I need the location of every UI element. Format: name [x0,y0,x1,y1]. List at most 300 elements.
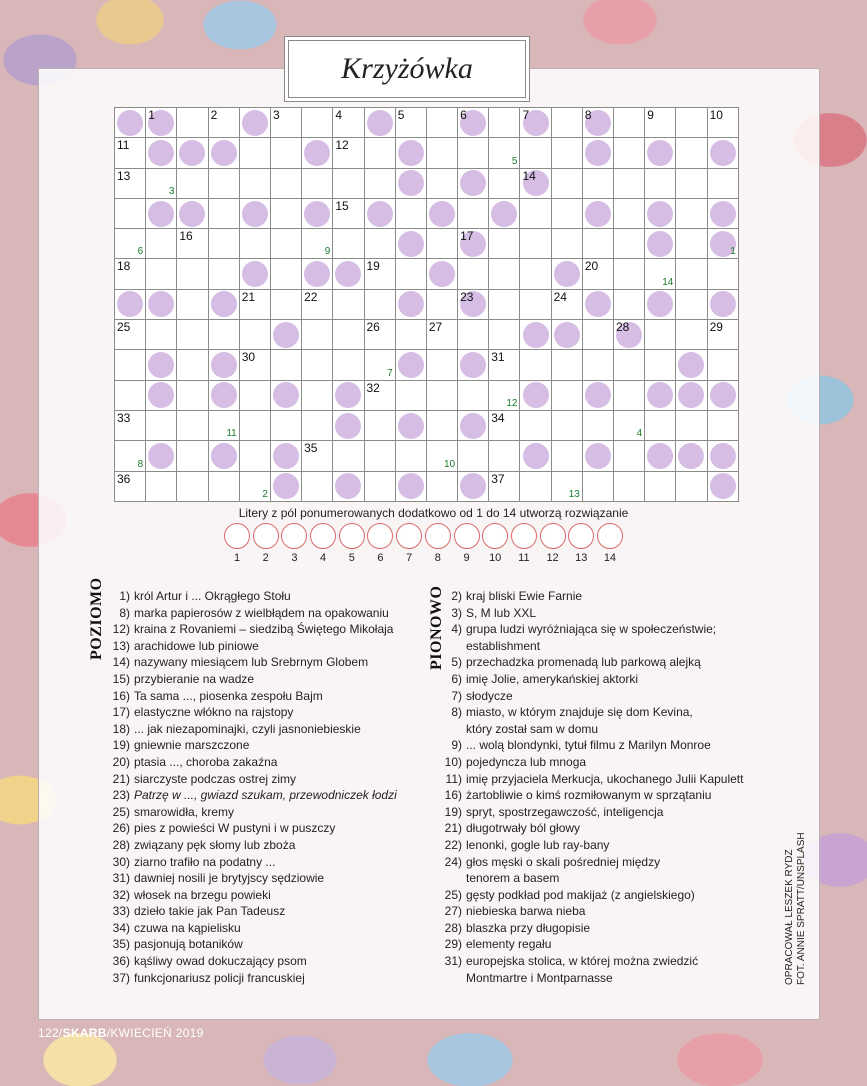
grid-cell[interactable] [115,169,146,199]
grid-cell[interactable] [146,259,177,289]
solution-slot[interactable] [540,523,566,564]
grid-cell[interactable] [115,138,146,168]
grid-cell[interactable] [146,320,177,350]
grid-cell[interactable] [552,381,583,411]
solution-circle[interactable] [253,523,279,549]
grid-cell[interactable] [209,411,240,441]
grid-cell[interactable] [302,320,333,350]
grid-cell[interactable] [177,411,208,441]
grid-cell[interactable] [489,199,520,229]
solution-circle[interactable] [367,523,393,549]
grid-cell[interactable] [489,441,520,471]
grid-cell[interactable] [302,108,333,138]
clue-item-number: 33) [112,904,130,919]
grid-cell[interactable] [209,108,240,138]
grid-cell[interactable] [209,138,240,168]
grid-cell[interactable] [552,259,583,289]
grid-cell[interactable] [489,169,520,199]
grid-cell[interactable] [614,199,645,229]
grid-cell[interactable] [520,290,551,320]
grid-cell[interactable] [240,199,271,229]
grid-cell[interactable] [583,108,614,138]
grid-cell[interactable] [271,290,302,320]
grid-cell[interactable] [365,381,396,411]
grid-cell[interactable] [146,290,177,320]
grid-cell[interactable] [427,381,458,411]
grid-cell[interactable] [489,472,520,502]
grid-cell[interactable] [271,441,302,471]
grid-cell[interactable] [645,381,676,411]
grid-cell[interactable] [365,472,396,502]
grid-cell[interactable] [676,472,707,502]
grid-cell[interactable] [365,199,396,229]
grid-cell[interactable] [645,138,676,168]
grid-cell[interactable] [177,441,208,471]
grid-cell[interactable] [520,138,551,168]
grid-cell[interactable] [458,199,489,229]
grid-cell[interactable] [427,229,458,259]
grid-cell[interactable] [708,108,739,138]
grid-cell[interactable] [146,108,177,138]
grid-cell[interactable] [614,138,645,168]
solution-slot[interactable] [396,523,422,564]
grid-cell[interactable] [520,472,551,502]
grid-cell[interactable] [489,138,520,168]
grid-cell[interactable] [365,108,396,138]
grid-cell[interactable] [302,199,333,229]
grid-cell[interactable] [115,411,146,441]
grid-cell[interactable] [333,199,364,229]
grid-cell[interactable] [614,290,645,320]
grid-cell[interactable] [333,259,364,289]
grid-cell[interactable] [552,199,583,229]
grid-cell[interactable] [520,259,551,289]
grid-cell[interactable] [614,411,645,441]
grid-cell[interactable] [458,350,489,380]
grid-cell[interactable] [209,472,240,502]
grid-cell[interactable] [396,108,427,138]
grid-cell[interactable] [271,108,302,138]
grid-cell[interactable] [240,381,271,411]
grid-cell[interactable] [333,108,364,138]
grid-cell[interactable] [708,169,739,199]
solution-slot[interactable] [253,523,279,564]
grid-cell[interactable] [614,320,645,350]
grid-cell[interactable] [645,108,676,138]
grid-cell[interactable] [583,441,614,471]
grid-cell[interactable] [240,169,271,199]
grid-cell[interactable] [365,169,396,199]
grid-cell[interactable] [271,138,302,168]
grid-cell[interactable] [645,472,676,502]
blocked-dot [460,413,486,439]
grid-cell[interactable] [583,229,614,259]
grid-cell[interactable] [177,169,208,199]
grid-cell[interactable] [115,229,146,259]
grid-cell[interactable] [365,350,396,380]
grid-cell[interactable] [240,229,271,259]
solution-slot[interactable] [224,523,250,564]
grid-cell[interactable] [552,108,583,138]
grid-cell[interactable] [520,169,551,199]
grid-cell[interactable] [614,169,645,199]
grid-cell[interactable] [115,472,146,502]
grid-cell[interactable] [396,169,427,199]
grid-cell[interactable] [209,441,240,471]
solution-circle[interactable] [339,523,365,549]
grid-cell[interactable] [458,169,489,199]
grid-cell[interactable] [552,411,583,441]
grid-cell[interactable] [302,411,333,441]
grid-cell[interactable] [271,381,302,411]
grid-cell[interactable] [333,472,364,502]
grid-cell[interactable] [302,441,333,471]
solution-slot[interactable] [568,523,594,564]
grid-cell[interactable] [708,290,739,320]
grid-cell[interactable] [676,108,707,138]
clue-item-text: spryt, spostrzegawczość, inteligencja [466,804,664,819]
grid-cell[interactable] [365,138,396,168]
grid-cell[interactable] [146,350,177,380]
grid-cell[interactable] [583,472,614,502]
grid-cell[interactable] [427,441,458,471]
grid-cell[interactable] [209,259,240,289]
grid-cell[interactable] [177,320,208,350]
grid-cell[interactable] [177,138,208,168]
solution-slot[interactable] [597,523,623,564]
grid-cell[interactable] [676,199,707,229]
grid-cell[interactable] [115,199,146,229]
solution-circle[interactable] [568,523,594,549]
grid-cell[interactable] [489,229,520,259]
grid-cell[interactable] [708,138,739,168]
grid-cell[interactable] [614,441,645,471]
grid-cell[interactable] [676,411,707,441]
grid-cell[interactable] [365,320,396,350]
grid-cell[interactable] [240,441,271,471]
grid-cell[interactable] [583,320,614,350]
grid-cell[interactable] [520,441,551,471]
solution-circle[interactable] [454,523,480,549]
grid-cell[interactable] [645,290,676,320]
clue-item-text: głos męski o skali pośredniej między tenorem a basem [466,854,661,886]
grid-cell[interactable] [209,381,240,411]
blocked-dot [429,261,455,287]
grid-cell[interactable] [708,472,739,502]
grid-cell[interactable] [177,472,208,502]
clue-number: 10 [709,108,723,122]
grid-cell[interactable] [333,169,364,199]
grid-cell[interactable] [209,229,240,259]
grid-cell[interactable] [645,199,676,229]
grid-cell[interactable] [396,381,427,411]
grid-cell[interactable] [240,411,271,441]
grid-cell[interactable] [115,350,146,380]
solution-circle[interactable] [425,523,451,549]
grid-cell[interactable] [115,108,146,138]
grid-cell[interactable] [489,259,520,289]
solution-slot[interactable] [367,523,393,564]
grid-cell[interactable] [614,229,645,259]
grid-cell[interactable] [396,138,427,168]
grid-cell[interactable] [552,290,583,320]
grid-cell[interactable] [645,411,676,441]
grid-cell[interactable] [146,138,177,168]
grid-cell[interactable] [177,259,208,289]
solution-circle[interactable] [511,523,537,549]
grid-cell[interactable] [427,411,458,441]
grid-cell[interactable] [240,259,271,289]
grid-cell[interactable] [271,229,302,259]
grid-cell[interactable] [333,229,364,259]
grid-cell[interactable] [708,199,739,229]
grid-cell[interactable] [489,108,520,138]
grid-cell[interactable] [365,259,396,289]
grid-cell[interactable] [458,472,489,502]
grid-cell[interactable] [645,259,676,289]
grid-cell[interactable] [271,411,302,441]
grid-cell[interactable] [458,108,489,138]
grid-cell[interactable] [520,199,551,229]
grid-cell[interactable] [427,199,458,229]
solution-slot[interactable] [310,523,336,564]
grid-cell[interactable] [146,199,177,229]
grid-cell[interactable] [333,441,364,471]
grid-cell[interactable] [177,350,208,380]
grid-cell[interactable] [458,441,489,471]
grid-cell[interactable] [177,290,208,320]
blocked-dot [211,140,237,166]
grid-cell[interactable] [708,381,739,411]
grid-cell[interactable] [333,411,364,441]
grid-cell[interactable] [302,169,333,199]
grid-cell[interactable] [676,229,707,259]
grid-cell[interactable] [427,108,458,138]
grid-cell[interactable] [708,441,739,471]
grid-cell[interactable] [177,199,208,229]
clue-item-number: 20) [112,754,130,769]
solution-slot[interactable] [339,523,365,564]
grid-cell[interactable] [552,229,583,259]
grid-cell[interactable] [676,350,707,380]
grid-cell[interactable] [177,229,208,259]
grid-cell[interactable] [427,472,458,502]
grid-cell[interactable] [458,259,489,289]
grid-cell[interactable] [552,138,583,168]
solution-slot[interactable] [281,523,307,564]
grid-cell[interactable] [271,259,302,289]
grid-cell[interactable] [333,290,364,320]
grid-cell[interactable] [676,441,707,471]
grid-cell[interactable] [520,411,551,441]
solution-slot[interactable] [425,523,451,564]
grid-cell[interactable] [427,169,458,199]
grid-cell[interactable] [365,411,396,441]
grid-cell[interactable] [489,381,520,411]
grid-cell[interactable] [240,350,271,380]
grid-cell[interactable] [583,169,614,199]
grid-cell[interactable] [396,472,427,502]
grid-cell[interactable] [115,290,146,320]
grid-cell[interactable] [209,169,240,199]
grid-cell[interactable] [583,381,614,411]
grid-cell[interactable] [271,472,302,502]
grid-cell[interactable] [427,290,458,320]
grid-cell[interactable] [209,290,240,320]
grid-cell[interactable] [583,290,614,320]
grid-cell[interactable] [583,350,614,380]
grid-cell[interactable] [333,320,364,350]
grid-cell[interactable] [396,320,427,350]
grid-cell[interactable] [396,229,427,259]
grid-cell[interactable] [271,350,302,380]
grid-cell[interactable] [614,472,645,502]
grid-cell[interactable] [552,320,583,350]
solution-circle[interactable] [224,523,250,549]
solution-circle[interactable] [540,523,566,549]
grid-cell[interactable] [708,259,739,289]
grid-cell[interactable] [427,259,458,289]
grid-cell[interactable] [209,320,240,350]
solution-circle[interactable] [482,523,508,549]
grid-cell[interactable] [708,320,739,350]
grid-cell[interactable] [458,381,489,411]
grid-cell[interactable] [458,290,489,320]
grid-cell[interactable] [302,229,333,259]
grid-cell[interactable] [333,381,364,411]
grid-cell[interactable] [115,381,146,411]
grid-cell[interactable] [146,229,177,259]
grid-cell[interactable] [271,169,302,199]
grid-cell[interactable] [333,138,364,168]
grid-cell[interactable] [708,229,739,259]
grid-cell[interactable] [146,472,177,502]
grid-cell[interactable] [146,411,177,441]
grid-cell[interactable] [583,199,614,229]
grid-cell[interactable] [489,320,520,350]
grid-cell[interactable] [645,169,676,199]
grid-cell[interactable] [271,199,302,229]
grid-cell[interactable] [146,381,177,411]
grid-cell[interactable] [645,350,676,380]
grid-cell[interactable] [209,199,240,229]
grid-cell[interactable] [520,320,551,350]
grid-cell[interactable] [146,441,177,471]
grid-cell[interactable] [458,229,489,259]
grid-cell[interactable] [614,108,645,138]
grid-cell[interactable] [177,108,208,138]
grid-cell[interactable] [115,259,146,289]
solution-slot[interactable] [511,523,537,564]
grid-cell[interactable] [396,411,427,441]
grid-cell[interactable] [645,320,676,350]
grid-cell[interactable] [271,320,302,350]
solution-slot[interactable] [482,523,508,564]
grid-cell[interactable] [520,108,551,138]
grid-cell[interactable] [115,441,146,471]
grid-cell[interactable] [396,199,427,229]
clue-item [108,887,397,904]
grid-cell[interactable] [489,411,520,441]
solution-slot[interactable] [454,523,480,564]
grid-cell[interactable] [177,381,208,411]
grid-cell[interactable] [676,381,707,411]
grid-cell[interactable] [708,411,739,441]
grid-cell[interactable] [552,169,583,199]
grid-cell[interactable] [614,381,645,411]
grid-cell[interactable] [240,320,271,350]
grid-cell[interactable] [614,350,645,380]
clue-item [440,605,743,622]
grid-cell[interactable] [115,320,146,350]
grid-cell[interactable] [708,350,739,380]
grid-cell[interactable] [552,472,583,502]
grid-cell[interactable] [645,441,676,471]
grid-cell[interactable] [365,229,396,259]
clue-number: 31 [491,350,505,365]
grid-cell[interactable] [676,259,707,289]
grid-cell[interactable] [209,350,240,380]
grid-cell[interactable] [302,350,333,380]
grid-cell[interactable] [583,259,614,289]
grid-cell[interactable] [520,229,551,259]
grid-cell[interactable] [396,350,427,380]
grid-cell[interactable] [458,320,489,350]
grid-cell[interactable] [302,259,333,289]
grid-cell[interactable] [458,138,489,168]
clue-number: 11 [117,138,130,153]
grid-cell[interactable] [396,441,427,471]
grid-cell[interactable] [676,320,707,350]
grid-cell[interactable] [676,290,707,320]
grid-cell[interactable] [302,472,333,502]
grid-cell[interactable] [365,441,396,471]
grid-cell[interactable] [520,350,551,380]
grid-cell[interactable] [427,350,458,380]
grid-cell[interactable] [520,381,551,411]
grid-cell[interactable] [427,138,458,168]
grid-cell[interactable] [427,320,458,350]
grid-cell[interactable] [583,138,614,168]
grid-cell[interactable] [240,472,271,502]
solution-circle[interactable] [310,523,336,549]
grid-cell[interactable] [302,290,333,320]
grid-cell[interactable] [240,108,271,138]
grid-cell[interactable] [489,350,520,380]
grid-cell[interactable] [333,350,364,380]
grid-cell[interactable] [676,138,707,168]
grid-cell[interactable] [302,381,333,411]
grid-cell[interactable] [614,259,645,289]
grid-cell[interactable] [365,290,396,320]
grid-cell[interactable] [676,169,707,199]
grid-cell[interactable] [240,290,271,320]
grid-cell[interactable] [552,350,583,380]
grid-cell[interactable] [240,138,271,168]
solution-circle[interactable] [281,523,307,549]
grid-cell[interactable] [396,290,427,320]
grid-cell[interactable] [583,411,614,441]
grid-cell[interactable] [489,290,520,320]
grid-cell[interactable] [552,441,583,471]
solution-circle[interactable] [396,523,422,549]
grid-cell[interactable] [458,411,489,441]
grid-cell[interactable] [396,259,427,289]
grid-cell[interactable] [302,138,333,168]
grid-cell[interactable] [146,169,177,199]
solution-circle[interactable] [597,523,623,549]
grid-cell[interactable] [645,229,676,259]
